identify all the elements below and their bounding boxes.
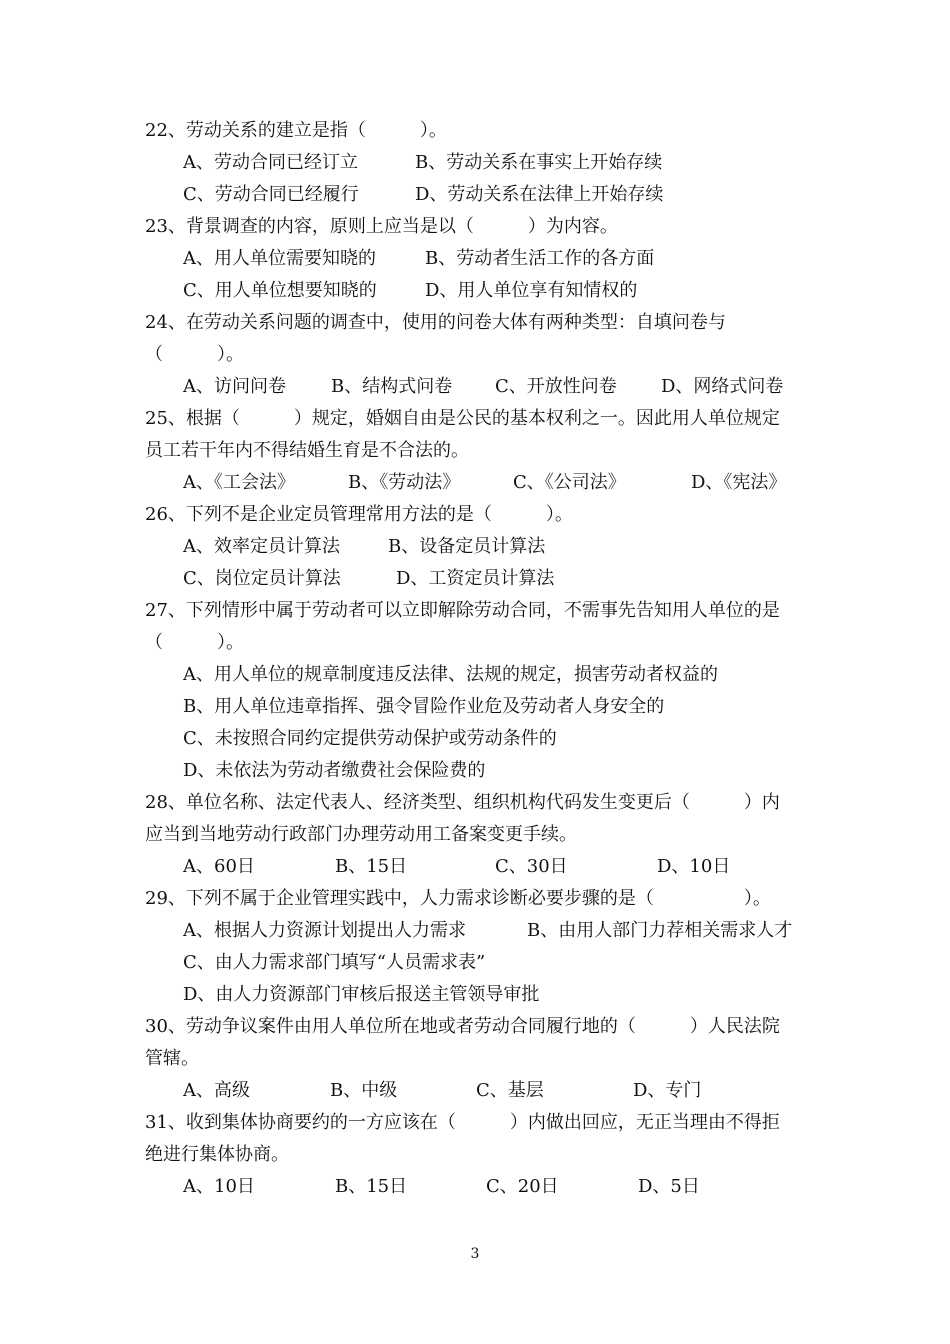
question-22-options-row2 [183, 179, 848, 211]
question-23-options-row2 [183, 275, 848, 307]
question-27-option-b: B、用人单位违章指挥、强令冒险作业危及劳动者人身安全的 [183, 696, 665, 717]
question-27-stem: 27、下列情形中属于劳动者可以立即解除劳动合同，不需事先告知用人单位的是 [145, 600, 780, 621]
question-26-option-c: C、岗位定员计算法 [183, 568, 341, 589]
question-22-option-b: B、劳动关系在事实上开始存续 [415, 152, 663, 173]
question-24-option-d: D、网络式问卷 [661, 376, 784, 397]
question-27-stem-continued: （ ）。 [145, 632, 244, 653]
question-31-option-a: A、10日 [183, 1176, 255, 1197]
question-23-stem: 23、背景调查的内容，原则上应当是以（ ）为内容。 [145, 216, 618, 237]
question-31-option-c: C、20日 [486, 1176, 559, 1197]
question-22-options-row1 [183, 147, 848, 179]
question-26-option-b: B、设备定员计算法 [388, 536, 546, 557]
question-23-option-b: B、劳动者生活工作的各方面 [425, 248, 655, 269]
question-30-option-c: C、基层 [476, 1080, 544, 1101]
question-28-option-a: A、60日 [183, 856, 255, 877]
question-26-options-row2 [183, 563, 848, 595]
question-28-options [183, 851, 848, 883]
question-29-options-row1 [183, 915, 848, 947]
question-22-option-a: A、劳动合同已经订立 [183, 152, 358, 173]
question-24-option-c: C、开放性问卷 [495, 376, 617, 397]
question-31-stem: 31、收到集体协商要约的一方应该在（ ）内做出回应，无正当理由不得拒 [145, 1112, 780, 1133]
question-25-option-a: A、《工会法》 [183, 472, 295, 493]
question-30-stem: 30、劳动争议案件由用人单位所在地或者劳动合同履行地的（ ）人民法院 [145, 1016, 780, 1037]
question-24-option-a: A、访问问卷 [183, 376, 286, 397]
question-26-stem: 26、下列不是企业定员管理常用方法的是（ ）。 [145, 504, 573, 525]
question-28-option-c: C、30日 [495, 856, 568, 877]
question-23-option-c: C、用人单位想要知晓的 [183, 280, 377, 301]
question-30-options [183, 1075, 848, 1107]
question-31-option-b: B、15日 [335, 1176, 408, 1197]
question-29-stem: 29、下列不属于企业管理实践中，人力需求诊断必要步骤的是（ ）。 [145, 888, 771, 909]
question-25-option-b: B、《劳动法》 [348, 472, 461, 493]
question-30-option-a: A、高级 [183, 1080, 250, 1101]
question-28-option-b: B、15日 [335, 856, 408, 877]
question-28-option-d: D、10日 [657, 856, 731, 877]
question-25-stem: 25、根据（ ）规定，婚姻自由是公民的基本权利之一。因此用人单位规定 [145, 408, 780, 429]
question-30-option-d: D、专门 [633, 1080, 702, 1101]
question-27-option-d: D、未依法为劳动者缴费社会保险费的 [183, 760, 486, 781]
question-22-option-d: D、劳动关系在法律上开始存续 [415, 184, 664, 205]
question-24-stem-continued: （ ）。 [145, 344, 244, 365]
question-25-stem-continued: 员工若干年内不得结婚生育是不合法的。 [145, 440, 469, 461]
question-28-stem-continued: 应当到当地劳动行政部门办理劳动用工备案变更手续。 [145, 824, 577, 845]
question-26-option-d: D、工资定员计算法 [396, 568, 555, 589]
question-24-option-b: B、结构式问卷 [331, 376, 453, 397]
question-27-option-a: A、用人单位的规章制度违反法律、法规的规定，损害劳动者权益的 [183, 664, 718, 685]
question-24-stem: 24、在劳动关系问题的调查中，使用的问卷大体有两种类型：自填问卷与 [145, 312, 726, 333]
question-23-option-a: A、用人单位需要知晓的 [183, 248, 376, 269]
question-27-option-c: C、未按照合同约定提供劳动保护或劳动条件的 [183, 728, 557, 749]
page-number: 3 [470, 1246, 480, 1262]
question-22-stem: 22、劳动关系的建立是指（ ）。 [145, 120, 447, 141]
question-25-options [183, 467, 848, 499]
question-31-stem-continued: 绝进行集体协商。 [145, 1144, 289, 1165]
question-31-option-d: D、5日 [638, 1176, 700, 1197]
question-24-options [183, 371, 848, 403]
question-30-option-b: B、中级 [330, 1080, 398, 1101]
question-25-option-d: D、《宪法》 [691, 472, 787, 493]
question-31-options [183, 1171, 848, 1203]
question-23-options-row1 [183, 243, 848, 275]
question-26-option-a: A、效率定员计算法 [183, 536, 340, 557]
question-28-stem: 28、单位名称、法定代表人、经济类型、组织机构代码发生变更后（ ）内 [145, 792, 780, 813]
question-29-option-a: A、根据人力资源计划提出人力需求 [183, 920, 466, 941]
question-22-option-c: C、劳动合同已经履行 [183, 184, 359, 205]
question-29-option-c: C、由人力需求部门填写“人员需求表” [183, 952, 486, 973]
question-23-option-d: D、用人单位享有知情权的 [425, 280, 638, 301]
question-29-option-d: D、由人力资源部门审核后报送主管领导审批 [183, 984, 540, 1005]
question-29-option-b: B、由用人部门力荐相关需求人才 [527, 920, 793, 941]
question-30-stem-continued: 管辖。 [145, 1048, 199, 1069]
question-25-option-c: C、《公司法》 [513, 472, 626, 493]
question-26-options-row1 [183, 531, 848, 563]
